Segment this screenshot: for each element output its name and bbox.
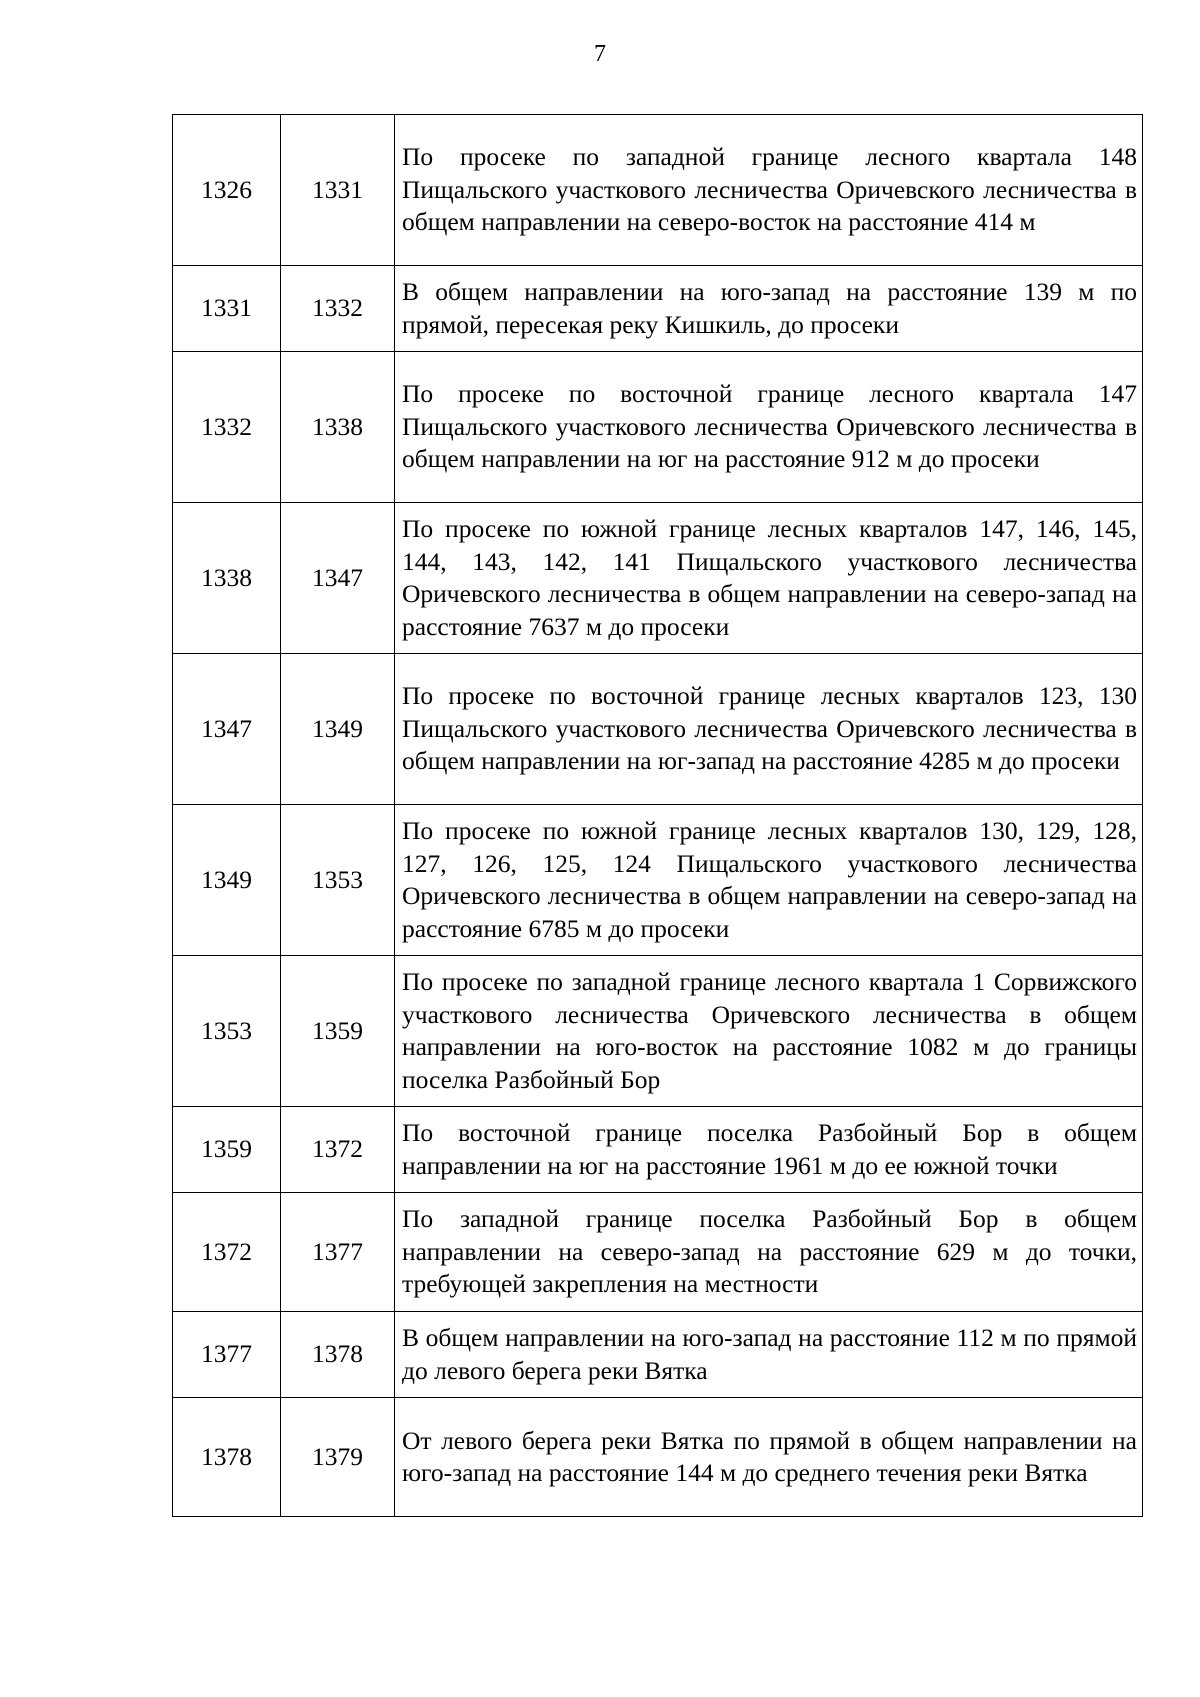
cell-to-point: 1332 bbox=[281, 266, 395, 352]
cell-description: По просеке по восточной границе лесного квартала 147 Пищальского участкового лесничества Оричевского лесничества в общем направлении на юг на расстояние 912 м до просеки bbox=[395, 352, 1143, 503]
cell-description: От левого берега реки Вятка по прямой в общем направлении на юго-запад на расстояние 144 м до среднего течения реки Вятка bbox=[395, 1398, 1143, 1517]
cell-from-point: 1326 bbox=[173, 115, 281, 266]
table-row bbox=[173, 352, 1143, 503]
cell-description: В общем направлении на юго-запад на расстояние 139 м по прямой, пересекая реку Кишкиль, до просеки bbox=[395, 266, 1143, 352]
cell-to-point: 1331 bbox=[281, 115, 395, 266]
cell-from-point: 1378 bbox=[173, 1398, 281, 1517]
cell-description: По просеке по южной границе лесных кварталов 130, 129, 128, 127, 126, 125, 124 Пищальского участкового лесничества Оричевского лесничества в общем направлении на северо-запад на расстояние 6785 м до просеки bbox=[395, 805, 1143, 956]
cell-from-point: 1372 bbox=[173, 1193, 281, 1312]
cell-description: По просеке по южной границе лесных кварталов 147, 146, 145, 144, 143, 142, 141 Пищальского участкового лесничества Оричевского лесничества в общем направлении на северо-запад на расстояние 7637 м до просеки bbox=[395, 503, 1143, 654]
table-row bbox=[173, 1398, 1143, 1517]
cell-to-point: 1372 bbox=[281, 1107, 395, 1193]
cell-to-point: 1377 bbox=[281, 1193, 395, 1312]
cell-description: По просеке по западной границе лесного квартала 1 Сорвижского участкового лесничества Оричевского лесничества в общем направлении на юго-восток на расстояние 1082 м до границы поселка Разбойный Бор bbox=[395, 956, 1143, 1107]
cell-description: По восточной границе поселка Разбойный Бор в общем направлении на юг на расстояние 1961 м до ее южной точки bbox=[395, 1107, 1143, 1193]
cell-from-point: 1359 bbox=[173, 1107, 281, 1193]
cell-to-point: 1347 bbox=[281, 503, 395, 654]
cell-description: В общем направлении на юго-запад на расстояние 112 м по прямой до левого берега реки Вятка bbox=[395, 1312, 1143, 1398]
boundary-description-table bbox=[172, 114, 1143, 1517]
cell-from-point: 1349 bbox=[173, 805, 281, 956]
cell-to-point: 1338 bbox=[281, 352, 395, 503]
table-row bbox=[173, 115, 1143, 266]
table-row bbox=[173, 1107, 1143, 1193]
cell-to-point: 1349 bbox=[281, 654, 395, 805]
cell-from-point: 1377 bbox=[173, 1312, 281, 1398]
cell-to-point: 1378 bbox=[281, 1312, 395, 1398]
cell-from-point: 1331 bbox=[173, 266, 281, 352]
cell-description: По просеке по восточной границе лесных кварталов 123, 130 Пищальского участкового лесничества Оричевского лесничества в общем направлении на юг-запад на расстояние 4285 м до просеки bbox=[395, 654, 1143, 805]
cell-from-point: 1332 bbox=[173, 352, 281, 503]
table-row bbox=[173, 266, 1143, 352]
table-row bbox=[173, 503, 1143, 654]
table-row bbox=[173, 1193, 1143, 1312]
cell-from-point: 1347 bbox=[173, 654, 281, 805]
cell-from-point: 1338 bbox=[173, 503, 281, 654]
table-row bbox=[173, 805, 1143, 956]
cell-from-point: 1353 bbox=[173, 956, 281, 1107]
cell-description: По просеке по западной границе лесного квартала 148 Пищальского участкового лесничества Оричевского лесничества в общем направлении на северо-восток на расстояние 414 м bbox=[395, 115, 1143, 266]
table-row bbox=[173, 1312, 1143, 1398]
table-row bbox=[173, 654, 1143, 805]
page-number: 7 bbox=[594, 41, 606, 67]
cell-to-point: 1359 bbox=[281, 956, 395, 1107]
table-row bbox=[173, 956, 1143, 1107]
cell-description: По западной границе поселка Разбойный Бор в общем направлении на северо-запад на расстояние 629 м до точки, требующей закрепления на местности bbox=[395, 1193, 1143, 1312]
cell-to-point: 1353 bbox=[281, 805, 395, 956]
cell-to-point: 1379 bbox=[281, 1398, 395, 1517]
